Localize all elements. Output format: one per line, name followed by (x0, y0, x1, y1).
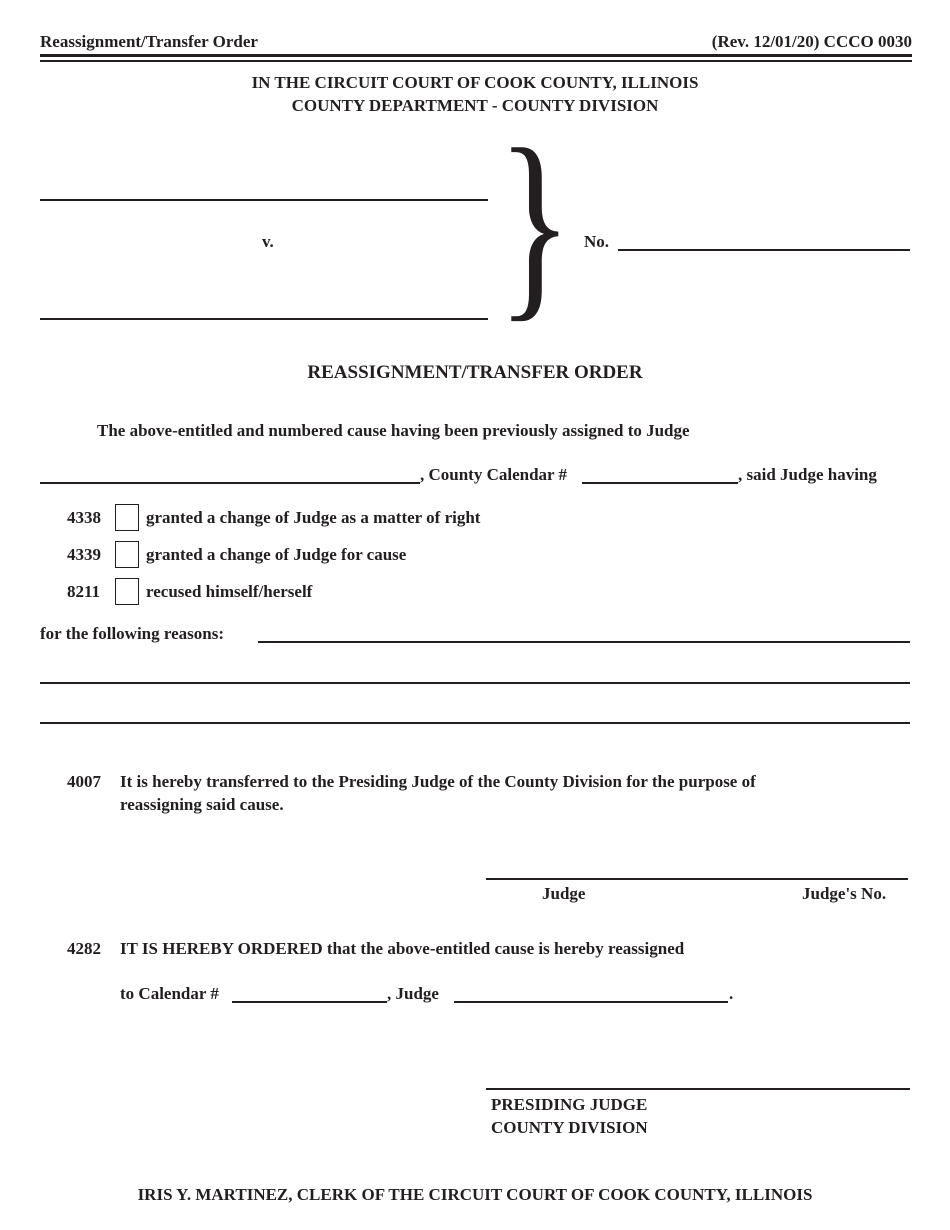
reasons-label: for the following reasons: (40, 624, 225, 643)
option-checkbox-4338[interactable] (115, 504, 139, 531)
reassign-calendar-line[interactable] (232, 1001, 387, 1003)
presiding-judge-label: PRESIDING JUDGE (491, 1095, 648, 1114)
court-department: COUNTY DEPARTMENT - COUNTY DIVISION (291, 96, 659, 115)
option-label: recused himself/herself (146, 582, 313, 601)
reasons-line-3[interactable] (40, 722, 910, 724)
transfer-text-line2: reassigning said cause. (120, 795, 284, 814)
defendant-line[interactable] (40, 318, 488, 320)
reassign-judge-label: , Judge (387, 984, 439, 1003)
transfer-text-line1: It is hereby transferred to the Presiding Judge of the County Division for the purpose of (120, 772, 756, 791)
option-label: granted a change of Judge as a matter of right (146, 508, 481, 527)
reassign-text: IT IS HEREBY ORDERED that the above-entitled cause is hereby reassigned (120, 939, 685, 958)
judge-number-label: Judge's No. (802, 884, 887, 903)
plaintiff-line[interactable] (40, 199, 488, 201)
option-label: granted a change of Judge for cause (146, 545, 407, 564)
option-code: 8211 (67, 582, 101, 601)
prior-judge-line[interactable] (40, 482, 420, 484)
reassign-period: . (729, 984, 734, 1003)
county-calendar-line[interactable] (582, 482, 738, 484)
reassign-judge-line[interactable] (454, 1001, 728, 1003)
intro-sentence: The above-entitled and numbered cause having been previously assigned to Judge (97, 421, 690, 440)
reasons-line-2[interactable] (40, 682, 910, 684)
county-division-label: COUNTY DIVISION (491, 1118, 648, 1137)
judge-label: Judge (542, 884, 586, 903)
presiding-judge-signature-line[interactable] (486, 1088, 910, 1090)
header-rule-thick (40, 54, 912, 57)
option-code: 4339 (67, 545, 101, 564)
caption-brace: } (497, 107, 573, 339)
said-judge-label: , said Judge having (738, 465, 877, 484)
county-calendar-label: , County Calendar # (420, 465, 568, 484)
option-code: 4338 (67, 508, 101, 527)
versus-label: v. (262, 232, 274, 251)
clerk-footer: IRIS Y. MARTINEZ, CLERK OF THE CIRCUIT COURT OF COOK COUNTY, ILLINOIS (137, 1185, 813, 1204)
transfer-code: 4007 (67, 772, 101, 791)
case-number-label: No. (584, 232, 610, 251)
option-checkbox-8211[interactable] (115, 578, 139, 605)
reasons-line-1[interactable] (258, 641, 910, 643)
judge-signature-line[interactable] (486, 878, 908, 880)
header-rule-thin (40, 60, 912, 62)
option-checkbox-4339[interactable] (115, 541, 139, 568)
form-title: Reassignment/Transfer Order (40, 32, 258, 51)
form-revision: (Rev. 12/01/20) CCCO 0030 (711, 32, 912, 51)
reassign-code: 4282 (67, 939, 101, 958)
case-number-line[interactable] (618, 249, 910, 251)
court-name: IN THE CIRCUIT COURT OF COOK COUNTY, ILLINOIS (251, 73, 699, 92)
reassign-calendar-label: to Calendar # (120, 984, 219, 1003)
order-title: REASSIGNMENT/TRANSFER ORDER (307, 362, 643, 383)
